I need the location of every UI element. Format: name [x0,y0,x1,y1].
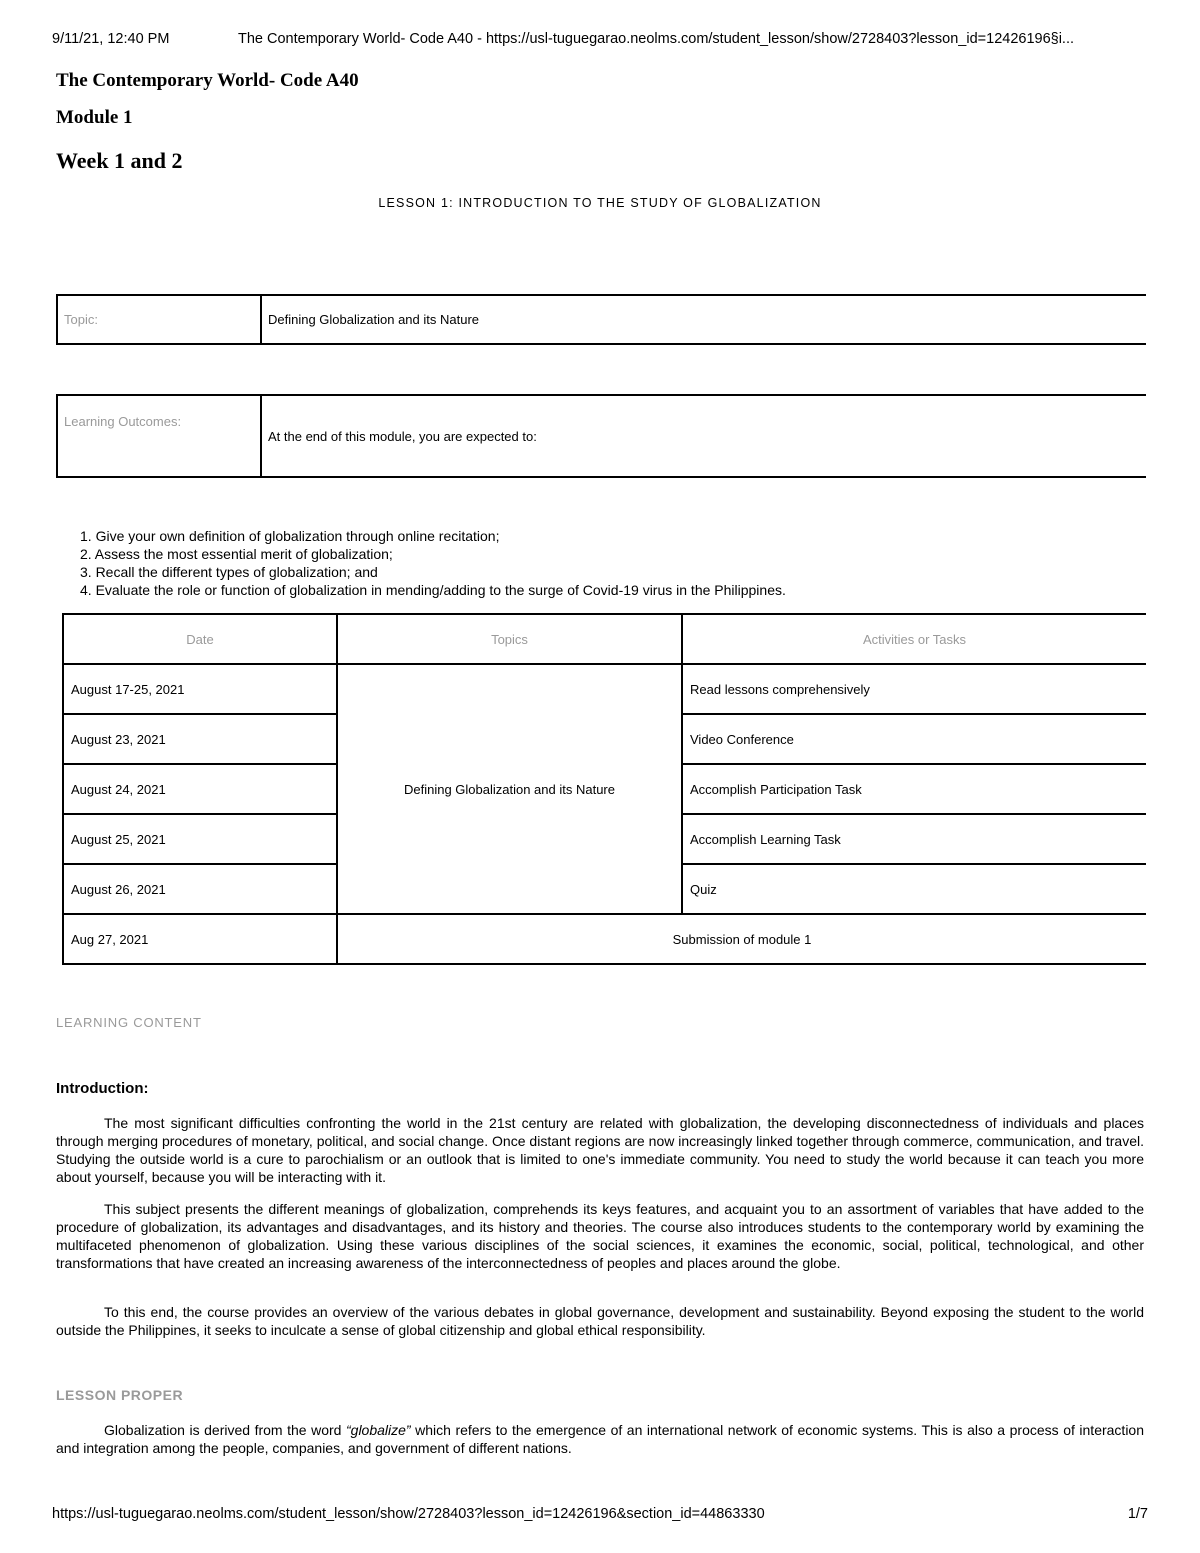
paragraph-text: This subject presents the different meanings of globalization, comprehends its keys features, and acquaint you to an assortment of variables that have added to the procedure of globalization, its advantages and disadvantages, and its history and theories. The course also introduces students to the contemporary world by examining the multifaceted phenomenon of globalization. Using these various disciplines of the social sciences, it examines the economic, social, political, technological, and other transformations that have created an increasing awareness of the interconnectedness of peoples and places around the globe. [56,1201,1144,1271]
list-item: 1. Give your own definition of globalization through online recitation; [80,528,500,544]
learning-outcomes-list [80,527,1160,599]
list-item: 4. Evaluate the role or function of globalization in mending/adding to the surge of Covid-19 virus in the Philippines. [80,582,786,598]
topic-value: Defining Globalization and its Nature [261,295,1146,344]
activity-cell: Accomplish Participation Task [682,764,1146,814]
date-cell: August 23, 2021 [63,714,337,764]
table-row [63,664,1146,714]
introduction-paragraph [56,1303,1144,1339]
print-datetime: 9/11/21, 12:40 PM [52,31,170,47]
week-title: Week 1 and 2 [56,148,183,173]
date-cell: August 24, 2021 [63,764,337,814]
activity-cell: Video Conference [682,714,1146,764]
activity-cell: Quiz [682,864,1146,914]
list-item: 2. Assess the most essential merit of globalization; [80,546,393,562]
lesson-proper-label: LESSON PROPER [56,1387,184,1403]
date-cell: August 26, 2021 [63,864,337,914]
topic-table [56,294,1146,345]
topic-label: Topic: [57,295,261,344]
topic-cell: Defining Globalization and its Nature [337,664,682,914]
course-title: The Contemporary World- Code A40 [56,70,359,91]
column-header-activities: Activities or Tasks [682,614,1146,664]
column-header-topics: Topics [337,614,682,664]
learning-content-label: LEARNING CONTENT [56,1015,202,1030]
learning-outcomes-intro: At the end of this module, you are expected to: [261,395,1146,477]
lesson-proper-paragraph [56,1421,1144,1457]
print-header [52,31,1148,49]
table-header-row [63,614,1146,664]
date-cell: Aug 27, 2021 [63,914,337,964]
introduction-paragraph [56,1114,1144,1186]
emphasized-term: “globalize” [346,1422,411,1438]
page-number: 1/7 [1127,1506,1148,1522]
learning-outcomes-label: Learning Outcomes: [57,395,261,477]
lesson-heading: LESSON 1: INTRODUCTION TO THE STUDY OF GLOBALIZATION [378,196,822,210]
list-item: 3. Recall the different types of globalization; and [80,564,378,580]
activity-cell: Accomplish Learning Task [682,814,1146,864]
date-cell: August 25, 2021 [63,814,337,864]
activity-cell: Read lessons comprehensively [682,664,1146,714]
schedule-table [62,613,1146,965]
introduction-heading: Introduction: [56,1080,149,1097]
introduction-paragraph [56,1200,1144,1272]
paragraph-text: Globalization is derived from the word [104,1422,346,1438]
print-page-title: The Contemporary World- Code A40 - https://usl-tuguegarao.neolms.com/student_lesson/show/2728403?lesson_id=12426196§i... [238,31,1075,47]
page-url: https://usl-tuguegarao.neolms.com/student_lesson/show/2728403?lesson_id=12426196&section_id=44863330 [52,1506,765,1522]
paragraph-text: which refers to the emergence of an international network of economic systems. This is also a process of interaction and integration among the people, companies, and government of different nations. [56,1422,1144,1456]
column-header-date: Date [63,614,337,664]
module-title: Module 1 [56,107,133,128]
date-cell: August 17-25, 2021 [63,664,337,714]
learning-outcomes-table [56,394,1146,478]
paragraph-text: The most significant difficulties confronting the world in the 21st century are related with globalization, the developing disconnectedness of individuals and places through merging procedures of monetary, political, and social change. Once distant regions are now increasingly linked together through commerce, communication, and travel. Studying the outside world is a cure to parochialism or an outlook that is limited to one's immediate community. You need to study the world because it can teach you more about yourself, because you will be interacting with it. [56,1115,1144,1185]
submission-cell: Submission of module 1 [337,914,1146,964]
table-row [63,914,1146,964]
paragraph-text: To this end, the course provides an overview of the various debates in global governance, development and sustainability. Beyond exposing the student to the world outside the Philippines, it seeks to inculcate a sense of global citizenship and global ethical responsibility. [56,1304,1144,1338]
